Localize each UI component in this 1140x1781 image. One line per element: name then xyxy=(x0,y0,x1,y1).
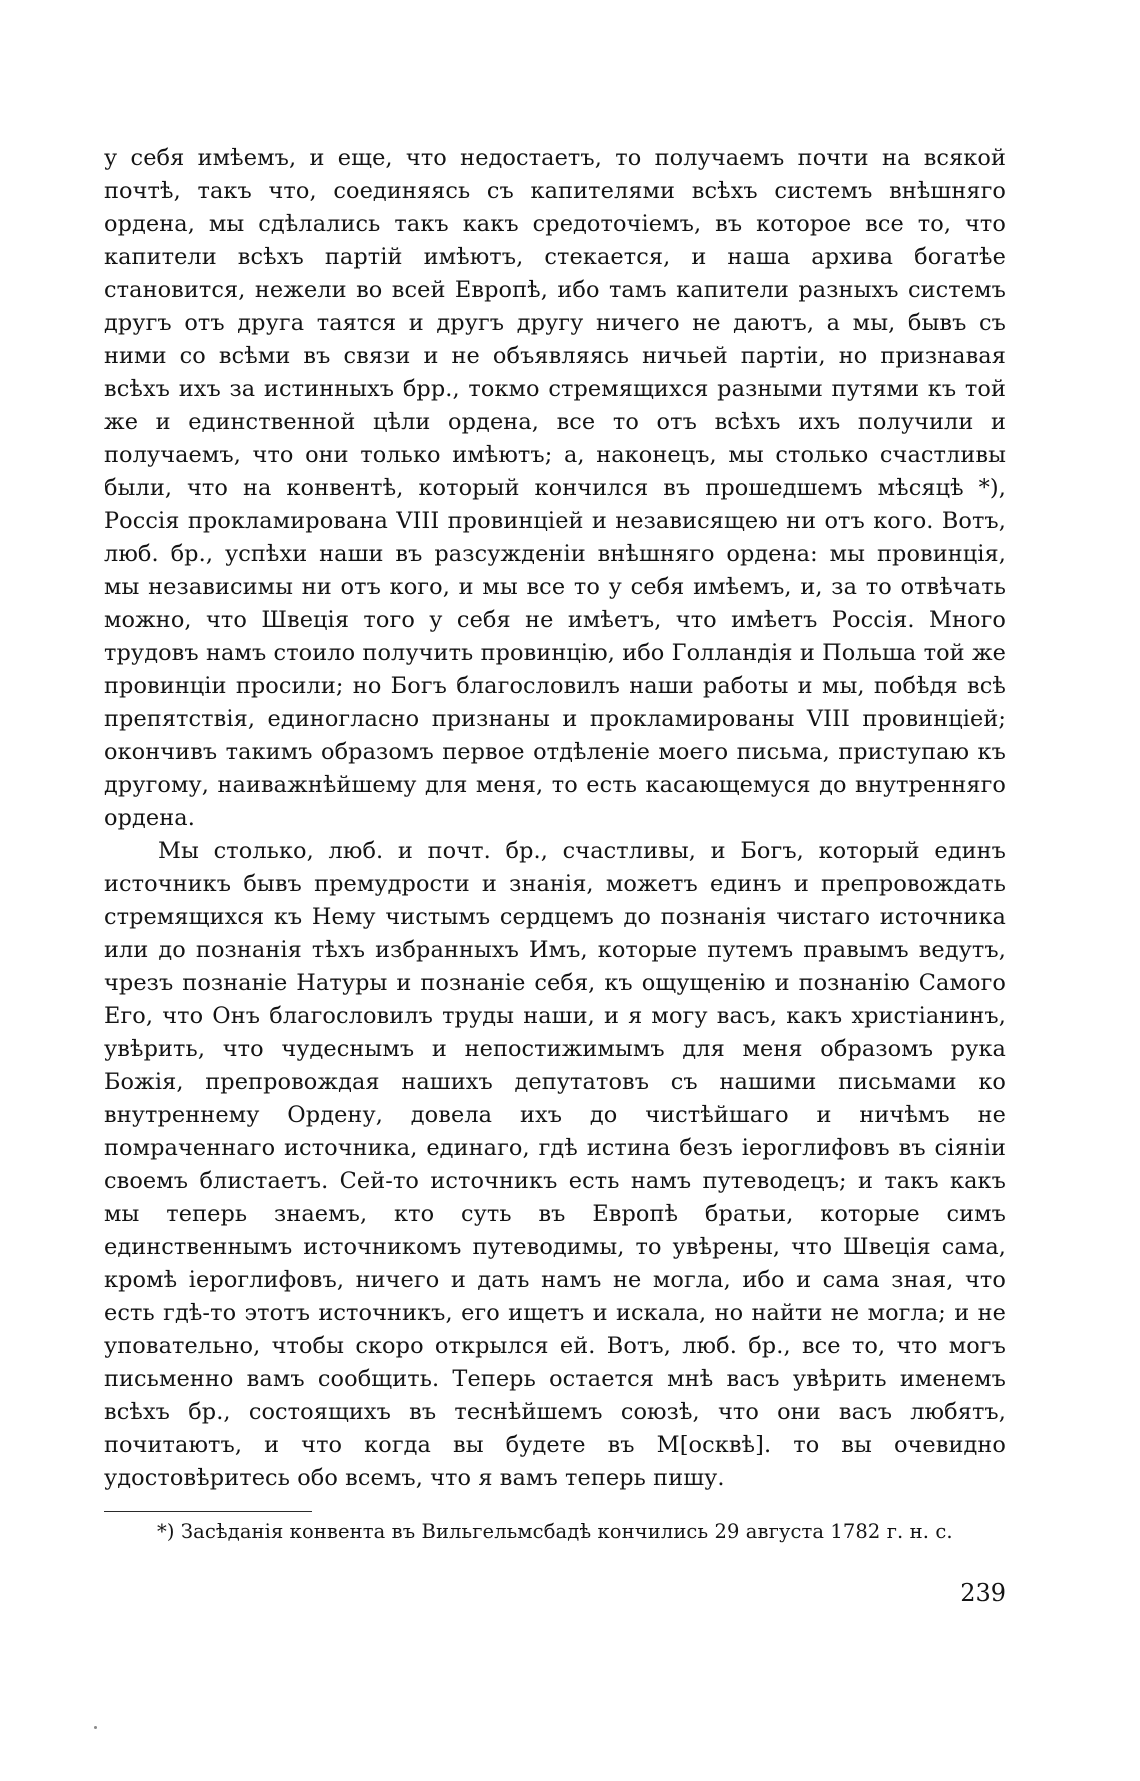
paragraph-2: Мы столько, люб. и почт. бр., счастливы, и Богъ, который единъ источникъ бывъ премудрости и знанія, можетъ единъ и препровождать стремящихся къ Нему чистымъ сердцемъ до познанія чистаго источника или до познанія тѣхъ избранныхъ Имъ, которые путемъ правымъ ведутъ, чрезъ познаніе Натуры и познаніе себя, къ ощущенію и познанію Самого Его, что Онъ благословилъ труды наши, и я могу васъ, какъ христіанинъ, увѣрить, что чудеснымъ и непостижимымъ для меня образомъ рука Божія, препровождая нашихъ депутатовъ съ нашими письмами ко внутреннему Ордену, довела ихъ до чистѣйшаго и ничѣмъ не помраченнаго источника, единаго, гдѣ истина безъ іероглифовъ въ сіяніи своемъ блистаетъ. Сей-то источникъ есть намъ путеводецъ; и такъ какъ мы теперь знаемъ, кто суть въ Европѣ братьи, которые симъ единственнымъ источникомъ путеводимы, то увѣрены, что Швеція сама, кромѣ іероглифовъ, ничего и дать намъ не могла, ибо и сама зная, что есть гдѣ-то этотъ источникъ, его ищетъ и искала, но найти не могла; и не уповательно, чтобы скоро открылся ей. Вотъ, люб. бр., все то, что могъ письменно вамъ сообщить. Теперь остается мнѣ васъ увѣрить именемъ всѣхъ бр., состоящихъ въ теснѣйшемъ союзѣ, что они васъ любятъ, почитаютъ, и что когда вы будете въ М[осквѣ]. то вы очевидно удостовѣритесь обо всемъ, что я вамъ теперь пишу. xyxy=(104,838,1006,1491)
page-number: 239 xyxy=(960,1579,1006,1607)
footnote-divider xyxy=(104,1511,312,1512)
paragraph-1: у себя имѣемъ, и еще, что недостаетъ, то получаемъ почти на всякой почтѣ, такъ что, соединяясь съ капителями всѣхъ системъ внѣшняго ордена, мы сдѣлались такъ какъ средоточіемъ, въ которое все то, что капители всѣхъ партій имѣютъ, стекается, и наша архива богатѣе становится, нежели во всей Европѣ, ибо тамъ капители разныхъ системъ другъ отъ друга таятся и другъ другу ничего не даютъ, а мы, бывъ съ ними со всѣми въ связи и не объявляясь ничьей партіи, но признавая всѣхъ ихъ за истинныхъ брр., токмо стремящихся разными путями къ той же и единственной цѣли ордена, все то отъ всѣхъ ихъ получили и получаемъ, что они только имѣютъ; а, наконецъ, мы столько счастливы были, что на конвентѣ, который кончился въ прошедшемъ мѣсяцѣ *), Россія прокламирована VIII провинціей и независящею ни отъ кого. Вотъ, люб. бр., успѣхи наши въ разсужденіи внѣшняго ордена: мы провинція, мы независимы ни отъ кого, и мы все то у себя имѣемъ, и, за то отвѣчать можно, что Швеція того у себя не имѣетъ, что имѣетъ Россія. Много трудовъ намъ стоило получить провинцію, ибо Голландія и Польша той же провинціи просили; но Богъ благословилъ наши работы и мы, побѣдя всѣ препятствія, единогласно признаны и прокламированы VIII провинціей; окончивъ такимъ образомъ первое отдѣленіе моего письма, приступаю къ другому, наиважнѣйшему для меня, то есть касающемуся до внутренняго ордена. xyxy=(104,145,1006,831)
main-text xyxy=(104,142,1006,1495)
scan-speck xyxy=(94,1726,97,1729)
footnote: *) Засѣданія конвента въ Вильгельмсбадѣ кончились 29 августа 1782 г. н. с. xyxy=(157,1520,953,1543)
